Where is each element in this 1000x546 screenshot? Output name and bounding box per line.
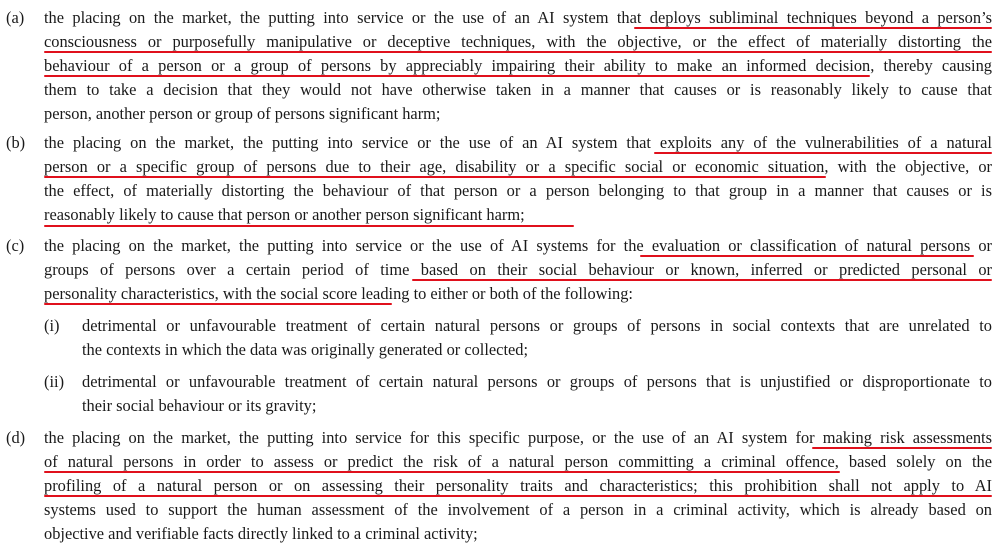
highlight-underline [44, 51, 992, 53]
sub-item-text-line: their social behaviour or its gravity; [82, 396, 317, 415]
highlight-underline [44, 303, 392, 305]
highlight-underline [812, 447, 992, 449]
clause-text-line: behaviour of a person or a group of persons by appreciably impairing their ability to make an informed decision, thereby causing [44, 56, 992, 75]
highlight-underline [44, 225, 574, 227]
clause-text-line: person or a specific group of persons due to their age, disability or a specific social or economic situation, with the objective, or [44, 157, 992, 176]
sub-item-text-line: detrimental or unfavourable treatment of certain natural persons or groups of persons in social contexts that are unrelated to [82, 316, 992, 335]
clause-text-line: consciousness or purposefully manipulative or deceptive techniques, with the objective, or the effect of materially distorting the [44, 32, 992, 51]
sub-item-text-line: detrimental or unfavourable treatment of certain natural persons or groups of persons that is unjustified or disproportionate to [82, 372, 992, 391]
clause-text-line: of natural persons in order to assess or predict the risk of a natural person committing a criminal offence, based solely on the [44, 452, 992, 471]
clause-text-line: reasonably likely to cause that person or another person significant harm; [44, 205, 525, 224]
highlight-underline [44, 75, 870, 77]
clause-text-line: the placing on the market, the putting into service or the use of an AI system that deploys subliminal techniques beyond a person’s [44, 8, 992, 27]
highlight-underline [44, 471, 840, 473]
clause-label: (c) [6, 236, 25, 255]
highlight-underline [412, 279, 992, 281]
clause-text-line: the effect, of materially distorting the behaviour of that person or a person belonging to that group in a manner that causes or is [44, 181, 992, 200]
clause-text-line: them to take a decision that they would not have otherwise taken in a manner that causes or is reasonably likely to cause that [44, 80, 992, 99]
clause-text-line: profiling of a natural person or on assessing their personality traits and characteristics; this prohibition shall not apply to AI [44, 476, 992, 495]
highlight-underline [634, 27, 992, 29]
highlight-underline [44, 176, 826, 178]
clause-text-line: objective and verifiable facts directly linked to a criminal activity; [44, 524, 478, 543]
highlight-underline [654, 152, 992, 154]
clause-label: (d) [6, 428, 26, 447]
clause-label: (a) [6, 8, 25, 27]
sub-item-text-line: the contexts in which the data was originally generated or collected; [82, 340, 529, 359]
clause-text-line: the placing on the market, the putting into service or the use of an AI system that exploits any of the vulnerabilities of a natural [44, 133, 992, 152]
sub-item-label: (ii) [44, 372, 65, 391]
clause-text-line: personality characteristics, with the social score leading to either or both of the following: [44, 284, 633, 303]
clause-text-line: the placing on the market, the putting into service for this specific purpose, or the use of an AI system for making risk assessments [44, 428, 992, 447]
clause-text-line: groups of persons over a certain period of time based on their social behaviour or known, inferred or predicted personal or [44, 260, 992, 279]
clause-text-line: systems used to support the human assessment of the involvement of a person in a criminal activity, which is already based on [44, 500, 992, 519]
clause-label: (b) [6, 133, 26, 152]
sub-item-label: (i) [44, 316, 60, 335]
clause-text-line: person, another person or group of persons significant harm; [44, 104, 441, 123]
highlight-underline [44, 495, 992, 497]
highlight-underline [640, 255, 974, 257]
clause-text-line: the placing on the market, the putting into service or the use of AI systems for the evaluation or classification of natural persons or [44, 236, 992, 255]
